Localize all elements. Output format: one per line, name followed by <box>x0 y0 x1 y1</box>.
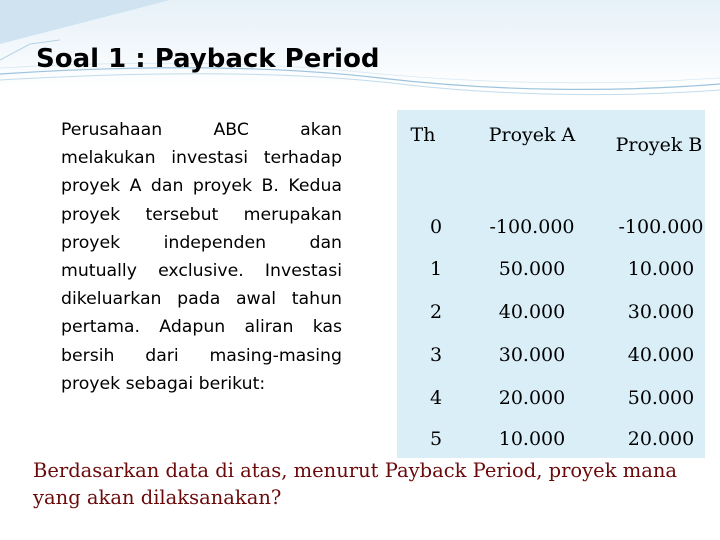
table-cell-proyek-b: 30.000 <box>627 301 695 323</box>
slide-title: Soal 1 : Payback Period <box>36 44 380 74</box>
table-header-th: Th <box>410 124 436 146</box>
table-cell-proyek-a: 10.000 <box>498 428 566 450</box>
table-cell-proyek-b: 50.000 <box>627 387 695 409</box>
table-cell-proyek-a: 20.000 <box>498 387 566 409</box>
table-cell-proyek-a: 30.000 <box>498 344 566 366</box>
table-cell-proyek-a: 40.000 <box>498 301 566 323</box>
table-cell-th: 1 <box>429 258 443 280</box>
table-cell-th: 4 <box>429 387 443 409</box>
problem-description: Perusahaan ABC akan melakukan investasi terhadap proyek A dan proyek B. Kedua proyek tersebut merupakan proyek independen dan mutually exclusive. Investasi dikeluarkan pada awal tahun pertama. Adapun aliran kas bersih dari masing-masing proyek sebagai berikut: <box>61 120 342 394</box>
table-cell-proyek-b: 20.000 <box>627 428 695 450</box>
table-cell-proyek-b: -100.000 <box>618 216 704 238</box>
table-cell-th: 0 <box>429 216 443 238</box>
table-cell-proyek-a: -100.000 <box>489 216 575 238</box>
table-cell-th: 5 <box>429 428 443 450</box>
table-header-proyek-a: Proyek A <box>488 124 576 146</box>
table-cell-proyek-b: 40.000 <box>627 344 695 366</box>
table-cell-th: 2 <box>429 301 443 323</box>
question-text: Berdasarkan data di atas, menurut Payback Period, proyek mana yang akan dilaksanakan? <box>33 459 678 509</box>
table-header-proyek-b: Proyek B <box>615 134 703 156</box>
table-cell-th: 3 <box>429 344 443 366</box>
table-cell-proyek-b: 10.000 <box>627 258 695 280</box>
table-cell-proyek-a: 50.000 <box>498 258 566 280</box>
